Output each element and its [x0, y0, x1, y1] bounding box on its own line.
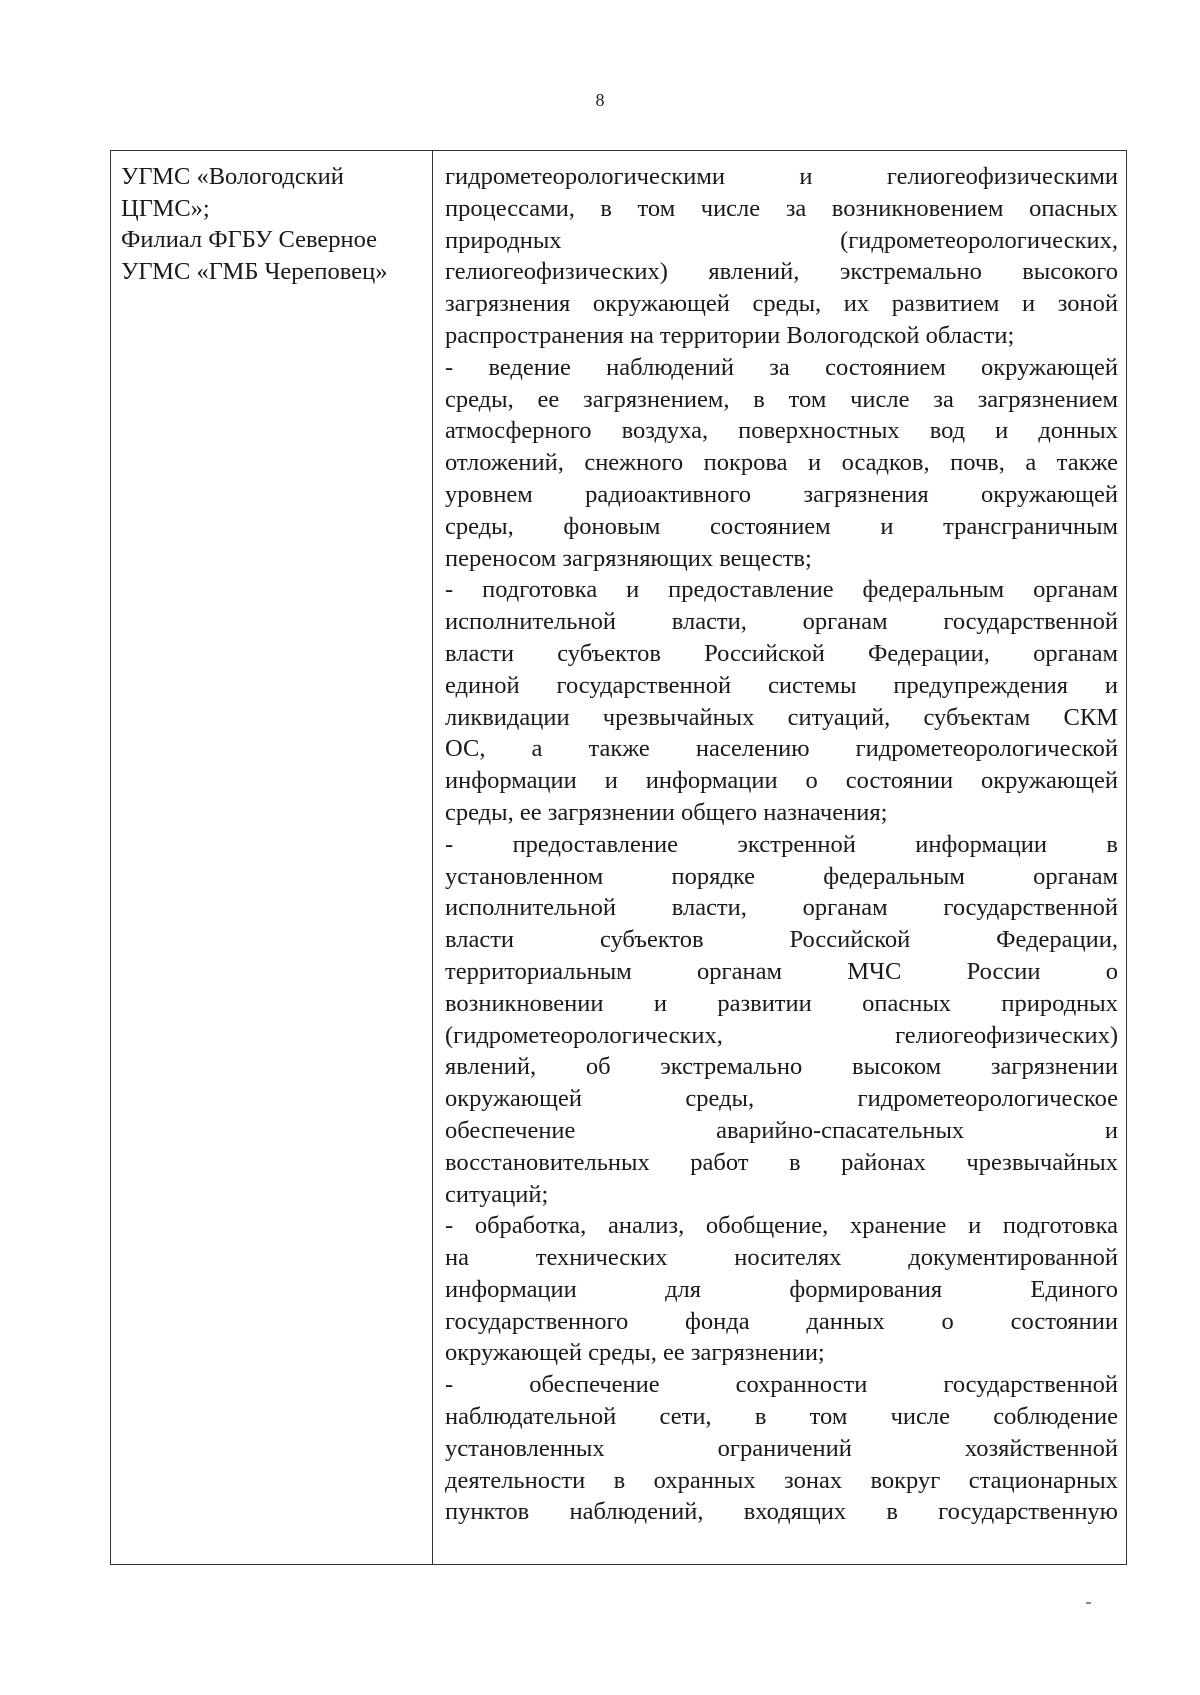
functions-text-line: среды, ее загрязнением, в том числе за загрязнением: [445, 385, 1118, 413]
functions-text-line: деятельности в охранных зонах вокруг стационарных: [445, 1466, 1118, 1494]
functions-text-line: природных (гидрометеорологических,: [445, 226, 1118, 254]
functions-text-line: территориальным органам МЧС России о: [445, 957, 1118, 985]
functions-text-line: ликвидации чрезвычайных ситуаций, субъектам СКМ: [445, 703, 1118, 731]
functions-text-line: установленных ограничений хозяйственной: [445, 1434, 1118, 1462]
organization-name-line: ЦГМС»;: [121, 194, 210, 222]
functions-text-line: гидрометеорологическими и гелиогеофизическими: [445, 163, 1118, 190]
document-table: [110, 150, 1127, 1565]
functions-text-line: пунктов наблюдений, входящих в государственную: [445, 1498, 1118, 1526]
functions-text-line: (гидрометеорологических, гелиогеофизических): [445, 1021, 1118, 1049]
functions-text-line: - предоставление экстренной информации в: [445, 830, 1118, 858]
functions-text-line: - обработка, анализ, обобщение, хранение и подготовка: [445, 1212, 1118, 1240]
organization-name-line: УГМС «Вологодский: [121, 163, 344, 190]
functions-text-line: уровнем радиоактивного загрязнения окружающей: [445, 480, 1118, 508]
functions-text-line: обеспечение аварийно-спасательных и: [445, 1116, 1118, 1144]
functions-text-line: информации и информации о состоянии окружающей: [445, 767, 1118, 795]
functions-text-line: ситуаций;: [445, 1180, 549, 1208]
functions-text-line: окружающей среды, гидрометеорологическое: [445, 1085, 1118, 1113]
functions-text-line: явлений, об экстремально высоком загрязнении: [445, 1053, 1118, 1081]
scan-mark: [1086, 1602, 1091, 1604]
functions-text-line: - ведение наблюдений за состоянием окружающей: [445, 353, 1118, 381]
functions-text-line: исполнительной власти, органам государственной: [445, 894, 1118, 922]
functions-text-line: власти субъектов Российской Федерации,: [445, 926, 1118, 954]
functions-text-line: окружающей среды, ее загрязнении;: [445, 1339, 825, 1367]
functions-text-line: загрязнения окружающей среды, их развитием и зоной: [445, 290, 1118, 318]
organization-name-line: Филиал ФГБУ Северное: [121, 226, 378, 253]
functions-text-line: единой государственной системы предупреждения и: [445, 671, 1118, 699]
functions-text-line: установленном порядке федеральным органам: [445, 862, 1118, 890]
functions-text-line: исполнительной власти, органам государственной: [445, 608, 1118, 636]
functions-text-line: среды, ее загрязнении общего назначения;: [445, 798, 888, 826]
functions-text-line: - обеспечение сохранности государственной: [445, 1371, 1118, 1399]
functions-text-line: государственного фонда данных о состоянии: [445, 1307, 1118, 1335]
functions-text-line: власти субъектов Российской Федерации, органам: [445, 639, 1118, 667]
functions-text-line: возникновении и развитии опасных природных: [445, 989, 1118, 1017]
functions-text-line: атмосферного воздуха, поверхностных вод и донных: [445, 417, 1118, 445]
functions-text-line: наблюдательной сети, в том числе соблюдение: [445, 1403, 1118, 1431]
organization-cell: [111, 151, 433, 1564]
organization-name-line: УГМС «ГМБ Череповец»: [121, 257, 388, 285]
functions-text-line: распространения на территории Вологодской области;: [445, 321, 1015, 349]
functions-text-line: процессами, в том числе за возникновением опасных: [445, 194, 1118, 222]
functions-cell: [433, 151, 1126, 1564]
page-number: 8: [595, 90, 605, 110]
functions-text-line: гелиогеофизических) явлений, экстремально высокого: [445, 258, 1118, 286]
functions-text-line: на технических носителях документированной: [445, 1244, 1118, 1272]
functions-text-line: среды, фоновым состоянием и трансграничным: [445, 512, 1118, 540]
organization-name: [121, 161, 428, 287]
functions-text-line: переносом загрязняющих веществ;: [445, 544, 812, 572]
functions-text-line: - подготовка и предоставление федеральным органам: [445, 576, 1118, 604]
functions-text-line: ОС, а также населению гидрометеорологической: [445, 735, 1118, 763]
functions-text-line: восстановительных работ в районах чрезвычайных: [445, 1148, 1118, 1176]
functions-text-line: отложений, снежного покрова и осадков, почв, а также: [445, 449, 1118, 477]
functions-text-line: информации для формирования Единого: [445, 1275, 1118, 1303]
